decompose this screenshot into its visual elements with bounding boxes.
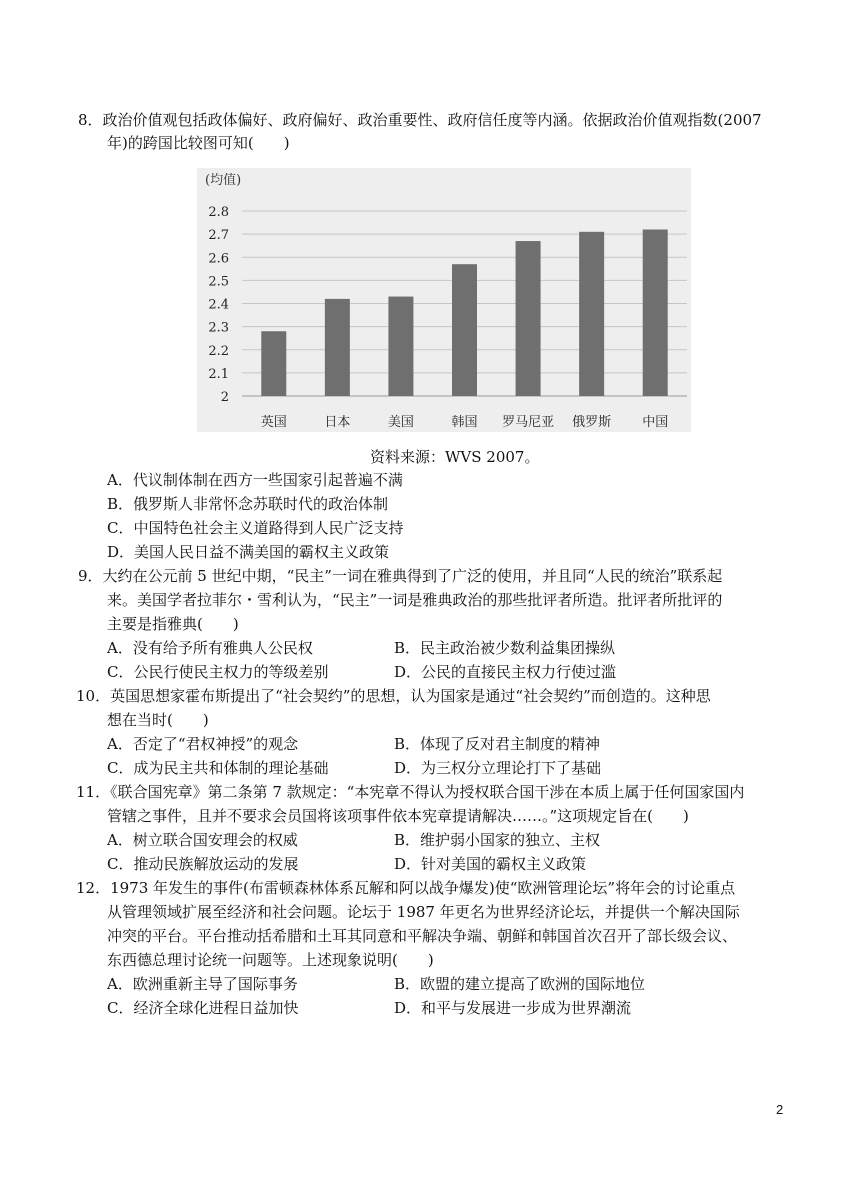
q8-line-2: 年)的跨国比较图可知( ) [107, 134, 290, 152]
y-tick-label: 2.6 [208, 251, 229, 267]
q11-line-2: 管辖之事件，且并不要求会员国将该项事件依本宪章提请解决……。”这项规定旨在( ) [107, 807, 689, 825]
q11-option-a: A．树立联合国安理会的权威 [107, 831, 298, 849]
y-tick-label: 2.2 [208, 343, 229, 359]
bar-chart-svg [197, 168, 691, 432]
q8-line-1: 8．政治价值观包括政体偏好、政府偏好、政治重要性、政府信任度等内涵。依据政治价值观指数(2007 [78, 111, 762, 129]
y-tick-label: 2.7 [208, 228, 229, 244]
q10-option-d: D．为三权分立理论打下了基础 [394, 759, 602, 777]
y-tick-label: 2.3 [208, 320, 229, 336]
y-tick-label: 2.1 [208, 366, 229, 382]
q9-line-3: 主要是指雅典( ) [107, 615, 239, 633]
q12-line-3: 冲突的平台。平台推动括希腊和土耳其同意和平解决争端、朝鲜和韩国首次召开了部长级会议、 [107, 927, 738, 945]
q8-option-c: C．中国特色社会主义道路得到人民广泛支持 [107, 519, 404, 537]
bar [325, 299, 350, 396]
x-tick-label: 美国 [387, 415, 414, 430]
page-number: 2 [776, 1102, 784, 1117]
q11-line-1: 11．《联合国宪章》第二条第 7 款规定：“本宪章不得认为授权联合国干涉在本质上属于任何国家国内 [76, 783, 745, 801]
x-tick-label: 俄罗斯 [572, 415, 612, 430]
q10-option-c: C．成为民主共和体制的理论基础 [107, 759, 329, 777]
q10-line-2: 想在当时( ) [107, 711, 209, 729]
y-tick-label: 2.8 [208, 205, 229, 220]
y-tick-label: 2.5 [208, 274, 229, 290]
q12-line-1: 12．1973 年发生的事件(布雷顿森林体系瓦解和阿以战争爆发)使“欧洲管理论坛”将年会的讨论重点 [76, 879, 736, 897]
y-tick-label: 2.4 [208, 297, 229, 313]
bar [643, 230, 668, 397]
x-tick-label: 中国 [642, 415, 669, 430]
q10-line-1: 10．英国思想家霍布斯提出了“社会契约”的思想，认为国家是通过“社会契约”而创造的。这种思 [76, 687, 711, 705]
q12-line-2: 从管理领域扩展至经济和社会问题。论坛于 1987 年更名为世界经济论坛，并提供一个解决国际 [107, 903, 740, 921]
q8-option-d: D．美国人民日益不满美国的霸权主义政策 [107, 543, 390, 561]
x-tick-label: 英国 [260, 415, 287, 430]
x-tick-label: 罗马尼亚 [502, 415, 555, 430]
bar [516, 241, 541, 396]
bar [261, 331, 286, 396]
q11-option-d: D．针对美国的霸权主义政策 [394, 855, 587, 873]
q11-option-c: C．推动民族解放运动的发展 [107, 855, 299, 873]
bar [388, 297, 413, 396]
x-tick-label: 韩国 [451, 415, 478, 430]
q9-line-1: 9．大约在公元前 5 世纪中期，“民主”一词在雅典得到了广泛的使用，并且同“人民的统治”联系起 [78, 567, 723, 585]
bar [579, 232, 604, 396]
q12-option-c: C．经济全球化进程日益加快 [107, 999, 299, 1017]
q9-option-a: A．没有给予所有雅典人公民权 [107, 639, 313, 657]
q12-option-b: B．欧盟的建立提高了欧洲的国际地位 [394, 975, 646, 993]
q9-option-b: B．民主政治被少数利益集团操纵 [394, 639, 616, 657]
q8-option-b: B．俄罗斯人非常怀念苏联时代的政治体制 [107, 495, 389, 513]
q9-option-d: D．公民的直接民主权力行使过滥 [394, 663, 617, 681]
q12-option-a: A．欧洲重新主导了国际事务 [107, 975, 298, 993]
q9-option-c: C．公民行使民主权力的等级差别 [107, 663, 329, 681]
q11-option-b: B．维护弱小国家的独立、主权 [394, 831, 601, 849]
x-tick-label: 日本 [324, 415, 351, 430]
y-axis-label: (均值) [205, 173, 242, 188]
q12-option-d: D．和平与发展进一步成为世界潮流 [394, 999, 632, 1017]
q12-line-4: 东西德总理讨论统一问题等。上述现象说明( ) [107, 951, 434, 969]
bar [452, 264, 477, 396]
q8-option-a: A．代议制体制在西方一些国家引起普遍不满 [107, 471, 403, 489]
y-tick-label: 2 [220, 390, 229, 405]
q10-option-b: B．体现了反对君主制度的精神 [394, 735, 601, 753]
q9-line-2: 来。美国学者拉菲尔・雪利认为，“民主”一词是雅典政治的那些批评者所造。批评者所批评的 [107, 591, 723, 609]
q10-option-a: A．否定了“君权神授”的观念 [107, 735, 299, 753]
chart-source: 资料来源：WVS 2007。 [370, 448, 540, 466]
bar-chart [197, 168, 691, 432]
